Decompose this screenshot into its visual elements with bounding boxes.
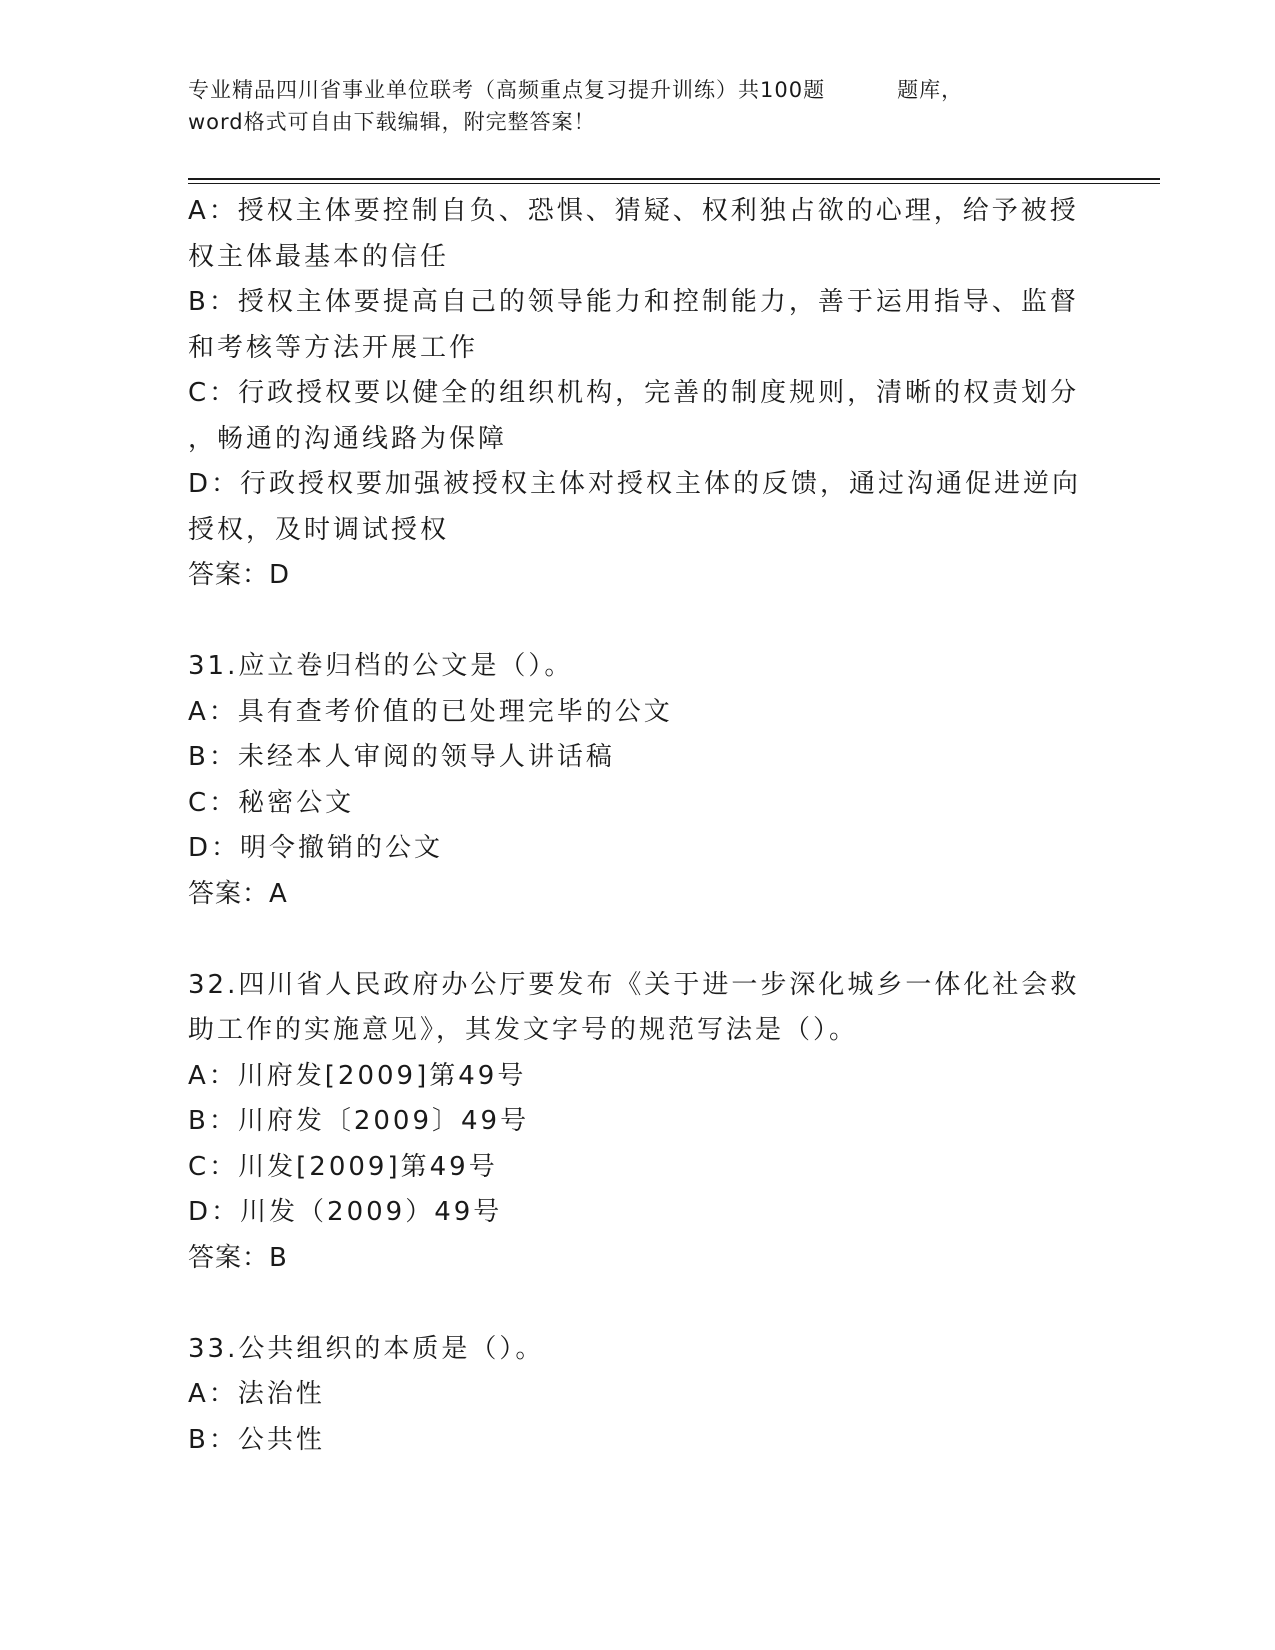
q30-option-d-line2: 授权，及时调试授权: [188, 514, 450, 545]
q31-option-c: C：秘密公文: [188, 787, 355, 818]
q32-answer: 答案：B: [188, 1242, 288, 1273]
header-divider-thin: [188, 183, 1160, 184]
q31-answer: 答案：A: [188, 878, 288, 909]
q33-question: 33.公共组织的本质是（）。: [188, 1333, 545, 1364]
q30-option-a-line1: A：授权主体要控制自负、恐惧、猜疑、权利独占欲的心理，给予被授: [188, 196, 1079, 226]
q30-answer: 答案：D: [188, 560, 291, 590]
q30-option-c-line2: ，畅通的沟通线路为保障: [188, 423, 508, 454]
spacer: [188, 599, 1088, 645]
q32-question-line1: 32.四川省人民政府办公厅要发布《关于进一步深化城乡一体化社会救: [188, 969, 1080, 1000]
spacer: [188, 917, 1088, 963]
q33-option-a: A：法治性: [188, 1379, 325, 1409]
q30-option-b-line2: 和考核等方法开展工作: [188, 332, 479, 363]
q31-option-a: A：具有查考价值的已处理完毕的公文: [188, 696, 673, 727]
q31-question: 31.应立卷归档的公文是（）。: [188, 651, 574, 681]
q30-option-a-line2: 权主体最基本的信任: [188, 241, 450, 272]
q32-question-line2: 助工作的实施意见》，其发文字号的规范写法是（）。: [188, 1015, 859, 1045]
q32-option-c: C：川发[2009]第49号: [188, 1151, 498, 1182]
q30-option-b-line1: B：授权主体要提高自己的领导能力和控制能力，善于运用指导、监督: [188, 287, 1079, 317]
q32-option-d: D：川发（2009）49号: [188, 1197, 503, 1227]
spacer: [188, 1281, 1088, 1327]
q31-option-d: D：明令撤销的公文: [188, 833, 444, 863]
q32-option-b: B：川府发〔2009〕49号: [188, 1106, 530, 1136]
q30-option-c-line1: C：行政授权要以健全的组织机构，完善的制度规则，清晰的权责划分: [188, 378, 1080, 408]
q32-option-a: A：川府发[2009]第49号: [188, 1060, 527, 1091]
page-header: [188, 74, 1108, 138]
q31-option-b: B：未经本人审阅的领导人讲话稿: [188, 742, 615, 772]
header-title-suffix: 题库，: [897, 78, 964, 102]
question-content: [188, 189, 1088, 1463]
header-line-2: word格式可自由下载编辑，附完整答案！: [188, 110, 596, 134]
header-divider-thick: [188, 178, 1160, 180]
header-title: 专业精品四川省事业单位联考（高频重点复习提升训练）共100题: [188, 78, 826, 102]
q33-option-b: B：公共性: [188, 1424, 325, 1455]
header-line-1: [188, 74, 1108, 106]
q30-option-d-line1: D：行政授权要加强被授权主体对授权主体的反馈，通过沟通促进逆向: [188, 469, 1082, 499]
